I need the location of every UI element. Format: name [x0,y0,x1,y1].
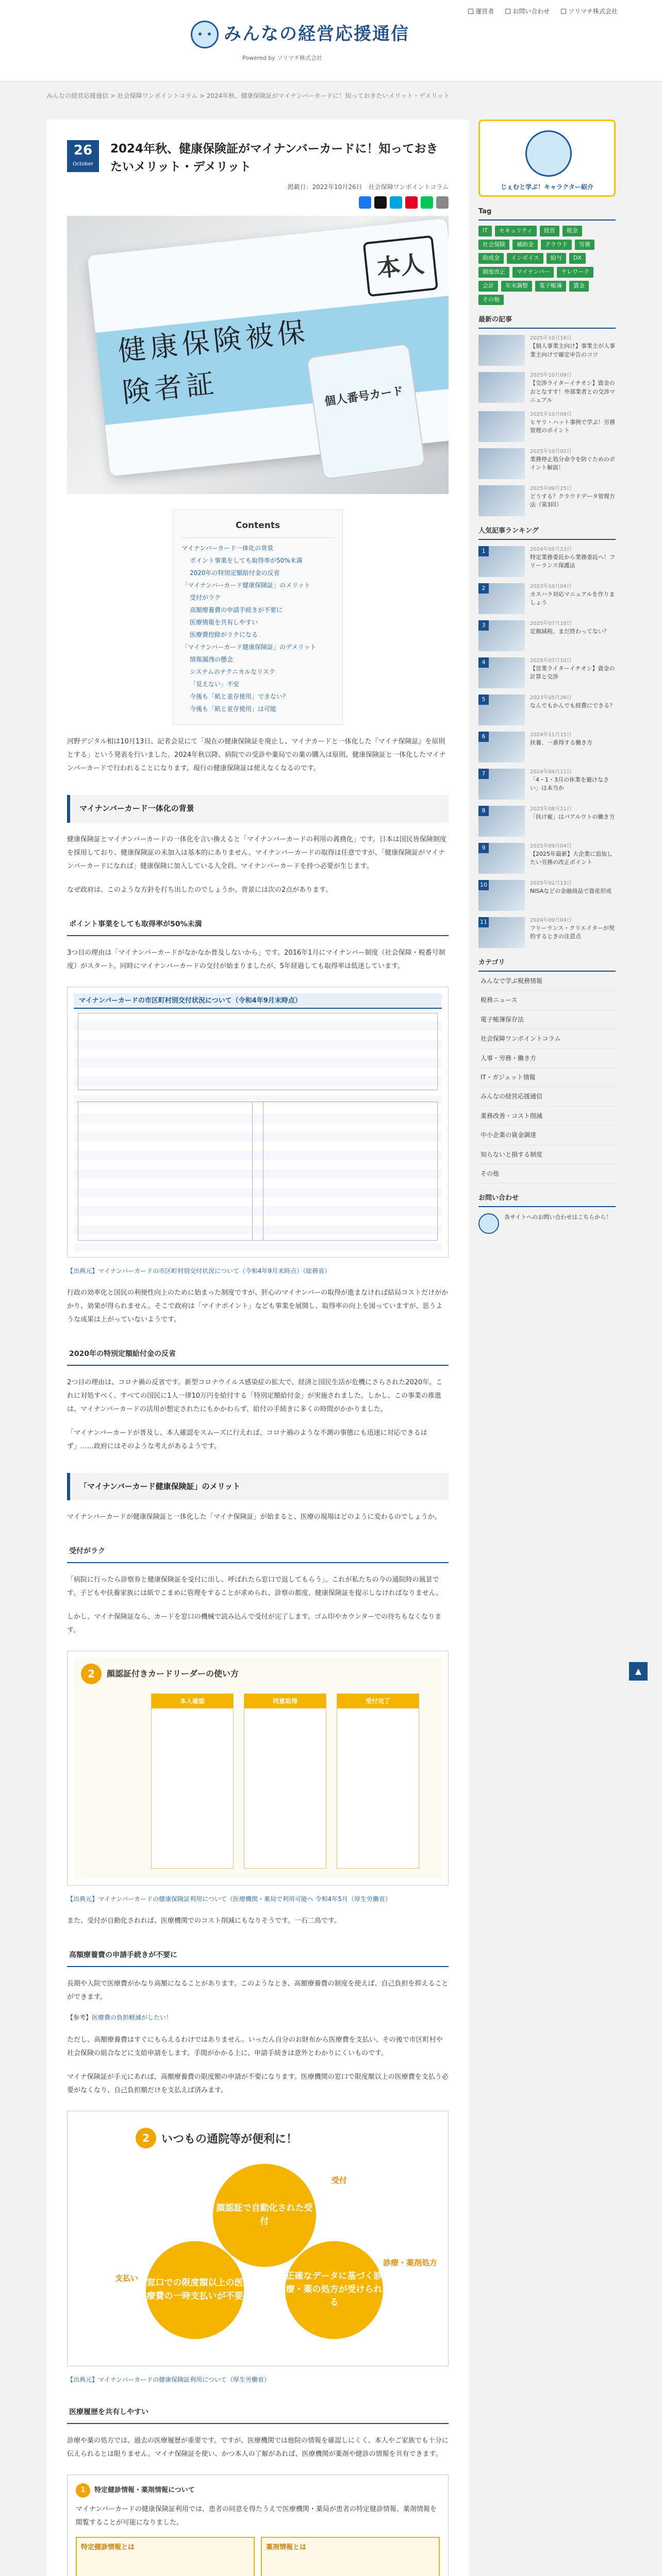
figure-number: 2 [81,1664,102,1684]
share-icon[interactable] [436,196,449,209]
page-top-button[interactable]: ▲ [629,1662,648,1681]
flow-step: 本人確認 [151,1693,234,1869]
hero-image [67,216,449,494]
right-bubble: 正確なデータに基づく診療・薬の処方が受けられる [285,2241,383,2339]
tag-chip[interactable]: IT [478,226,492,236]
paragraph: 健康保険証とマイナンバーカードの一体化を言い換えると「マイナンバーカードの利用の義務化」です。日本は国民皆保険制度を採用しており、健康保険証の未加入は基本的にありません。マイナンバーカードの取得は任意ですが、「健康保険証がマイナンバーカードになれば」健康保険に加入している人全員、マイナンバーカードを持つ必要が生じます。 [67,835,446,870]
post-thumbnail [478,411,525,442]
post-date: 2023年05月26日 [530,694,572,701]
convenience-figure [67,2111,449,2366]
paragraph: 診療や薬の処方では、過去の医療履歴が重要です。ですが、医療機関では他院の情報を確認しにくく、本人やご家族でも十分に伝えられるとは限りません。マイナ保険証を使い、かつ本人の了解があれば、医療機関が薬剤や健診の情報を共有できます。 [67,2436,449,2458]
post-title-link[interactable]: 【個人事業主向け】事業主が人事業主向けで確定申告のコツ [530,343,615,358]
summary-table [78,1013,438,1090]
tag-chip[interactable]: 電子帳簿 [535,281,566,292]
logo-text: みんなの経営応援通信 [224,24,409,44]
sidebar-post[interactable] [478,620,616,651]
intro-paragraph: 河野デジタル相は10月13日、記者会見にて「現在の健康保険証を廃止し、マイナカードと一体化した『マイナ保険証』を原則とする」という発表を行いました。2024年秋以降、病院での受診や薬局での薬の購入は原則、健康保険証と一体化したマイナンバーカードで行われることになります。現行の健康保険証は使えなくなるのです。 [67,738,446,773]
tag-chip[interactable]: 賃金 [569,281,589,292]
category-item[interactable]: 知らないと損する制度 [478,1145,616,1164]
paragraph: また、受付が自動化されれば、医療機関でのコスト削減にもなりそうです。一石二鳥です。 [67,1917,341,1925]
left-bubble: 窓口での限度額以上の医療費の一時支払いが不要 [146,2241,244,2339]
category-item[interactable]: 中小企業の資金調達 [478,1126,616,1145]
rank-badge: 3 [478,620,489,631]
post-title-link[interactable]: フリーランス・クリエイターが契約するときの注意点 [530,924,615,940]
source-link[interactable]: 【出典元】マイナンバーカードの市区町村別交付状況について（令和4年9月末時点）（総務省） [67,1267,331,1275]
rank-badge: 6 [478,732,489,742]
paragraph: マイナンバーカードが健康保険証と一体化した「マイナ保険証」が始まると、医療の現場はどのように変わるのでしょうか。 [67,1513,441,1521]
toc-item[interactable]: システムのテクニカルなリスク [190,668,275,676]
post-title-link[interactable]: 「4・1・3月の休業を避けなさい」は本当か [530,776,609,792]
mynumber-card-illustration: 個人番号カード [306,344,425,480]
info-text: マイナンバーカードの健康保険証利用では、患者の同意を得たうえで医療機関・薬局が患者の特定健診情報、薬剤情報を閲覧することが可能になりました。 [76,2505,437,2527]
card-reader-figure [67,1651,449,1886]
flow-step: 受付完了 [337,1693,419,1869]
tag-chip[interactable]: セキュリティ [495,226,537,236]
post-thumbnail [478,485,525,516]
post-thumbnail [478,372,525,403]
tag-chip[interactable]: 税金 [562,226,582,236]
hatena-icon[interactable] [390,196,402,209]
subsection-heading: 受付がラク [67,1541,449,1563]
post-title-link[interactable]: ヒヤリ・ハット事例で学ぶ！労務管理のポイント [530,418,615,434]
insurance-card-illustration: 健康保険被保険者証 本人 [87,218,449,477]
post-thumbnail [478,694,525,725]
post-thumbnail [478,880,525,911]
post-title-link[interactable]: 【営業ライターイチオシ】資金の計算と交渉 [530,665,615,681]
category-item[interactable]: 税務ニュース [478,991,616,1010]
sidebar-post[interactable] [478,657,616,688]
tag-chip[interactable]: テレワーク [557,267,593,278]
post-title-link[interactable]: カスハラ対応マニュアルを作りましょう [530,590,615,606]
post-title-link[interactable]: NISAなどの金融商品で資産形成 [530,887,612,894]
toc-item[interactable]: 2020年の特別定額給付金の反省 [190,569,280,577]
info-number: 1 [76,2483,90,2498]
toc-list [181,542,334,715]
post-date: 2023年10月04日 [530,583,572,589]
label-treatment: 診療・薬剤処方 [383,2258,438,2267]
tag-chip[interactable]: 労務 [575,240,594,250]
tag-chip[interactable]: 助成金 [478,253,504,264]
toc-item[interactable]: 受付がラク [190,594,221,602]
contact-heading: お問い合わせ [478,1193,616,1207]
paragraph: 行政の効率化と国民の利便性向上のために始まった制度ですが、肝心のマイナンバーの取得が進まなければ結局コストだけがかかり、効果が得られません。そこで政府は「マイナポイント」なども事業を展開し、取得率の向上を図っていますが、思うような成果は上がっていないようです。 [67,1289,449,1324]
paragraph: 長期や入院で医療費がかなり高額になることがあります。このようなとき、高額療養費の制度を使えば、自己負担を抑えることができます。 [67,1980,449,2002]
rank-badge: 1 [478,546,489,556]
toc-item[interactable]: 「マイナンバーカード健康保険証」のデメリット [181,643,317,651]
sidebar-post[interactable] [478,732,616,762]
top-link-contact[interactable]: お問い合わせ [505,6,550,16]
post-meta: 掲載日：2022年10月26日 社会保障ワンポイントコラム [287,183,449,191]
building-icon [561,9,566,14]
sidebar-post[interactable] [478,448,616,479]
ranking-table [252,1101,438,1241]
sidebar-post[interactable] [478,769,616,800]
figure-number: 2 [136,2128,156,2148]
post-thumbnail [478,732,525,762]
category-item[interactable]: 社会保障ワンポイントコラム [478,1029,616,1048]
post-date: 2025年10月16日 [530,335,572,342]
tag-chip[interactable]: 年末調整 [501,281,532,292]
post-date: 2025年02月13日 [530,880,572,886]
center-bubble: 顔認証で自動化された受付 [213,2164,316,2267]
section-heading: 「マイナンバーカード健康保険証」のメリット [67,1473,449,1501]
post-date: 2024年04月11日 [530,769,572,775]
post-date: 2024年09月04日 [530,917,572,923]
latest-heading: 最新の記事 [478,314,616,329]
post-date: 2025年08月21日 [530,806,572,812]
sidebar-post[interactable] [478,372,616,405]
user-icon [468,9,473,14]
post-thumbnail [478,448,525,479]
post-date: 2024年11月15日 [530,732,572,738]
toc-item[interactable]: 「見えない」不安 [190,681,240,688]
post-thumbnail [478,583,525,614]
post-title-link[interactable]: 扶養、一番得する働き方 [530,739,592,746]
tag-chip[interactable]: 経営 [540,226,559,236]
share-buttons [67,196,449,209]
toc-item[interactable]: 今後も「紙と並存使用」できない？ [190,693,289,701]
rank-badge: 4 [478,657,489,668]
x-icon[interactable] [374,196,387,209]
post-title-link[interactable]: なんでもかんでも経費にできる？ [530,702,615,709]
figure-title: いつもの通院等が便利に！ [161,2132,298,2146]
top-link-operator[interactable]: 運営者 [468,6,494,16]
mascot-icon [191,21,219,48]
post-title-link[interactable]: 【交渉ライターイチオシ】資金のおとなすす！外部業者との交渉マニュアル [530,380,616,404]
category-item[interactable]: 業務改善・コスト削減 [478,1107,616,1126]
paragraph: 2つ目の理由は、コロナ禍の反省です。新型コロナウイルス感染症の拡大で、経済と国民生活が危機にさらされた2020年。これに対処すべく、すべての国民に1人一律10万円を給付する「特別定額給付金」が実施されました。しかし、この事業の推進は、マイナンバーカードの活用が想定されたにもかかわらず、給付の手続きに多くの時間がかかりました。 [67,1378,443,1413]
tag-cloud [478,226,616,305]
category-item[interactable]: IT・ガジェット情報 [478,1068,616,1087]
post-date: 2024年05月23日 [530,546,572,552]
post-date: 2025年07月10日 [530,620,572,626]
subsection-heading: ポイント事業をしても取得率が50%未満 [67,914,449,936]
sidebar-post[interactable] [478,880,616,911]
subsection-heading: 2020年の特別定額給付金の反省 [67,1344,449,1366]
label-reception: 受付 [332,2175,347,2185]
logo-sub: Powered by ソリマチ株式会社 [242,55,323,61]
post-thumbnail [478,546,525,577]
toc-item[interactable]: 医療費控除がラクになる [190,631,258,639]
mascot-icon [525,130,572,177]
post-thumbnail [478,657,525,688]
top-links [468,6,618,16]
info-title: 特定健診情報・薬剤情報について [94,2486,195,2494]
paragraph: ただし、高額療養費はすぐにもらえるわけではありません。いったん自分のお財布から医療費を支払い、その後で市区町村や社会保険の組合などに支給申請をします。手間がかかる上に、申請手続きは意外とわかりにくいものです。 [67,2036,443,2057]
info-panel: 薬剤情報とは [261,2537,440,2576]
post-date: 2025年09月04日 [530,843,572,849]
sidebar-post[interactable] [478,694,616,725]
sidebar-post[interactable] [478,335,616,366]
sidebar-post[interactable] [478,806,616,837]
mail-icon [505,9,510,14]
post-thumbnail [478,843,525,874]
category-item[interactable]: みんなで学ぶ税務情報 [478,972,616,991]
breadcrumb[interactable]: みんなの経営応援通信 > 社会保障ワンポイントコラム > 2024年秋、健康保険証がマイナンバーカードに！知っておきたいメリット・デメリット [46,92,450,99]
post-title-link[interactable]: どうする？クラウドデータ管理方法（第3回） [530,493,615,509]
post-thumbnail [478,806,525,837]
paragraph: マイナ保険証が手元にあれば、高額療養費の限度額の申請が不要になります。医療機関の窓口で限度額以上の医療費を支払う必要がなくなり、自己負担額だけを支払えば済みます。 [67,2073,449,2094]
tag-chip[interactable]: 制度改正 [478,267,509,278]
toc-item[interactable]: マイナンバーカード一体化の背景 [181,545,274,552]
toc-item[interactable]: 医療情報を共有しやすい [190,619,258,626]
paragraph: 3つ目の理由は「マイナンバーカードがなかなか普及しないから」です。2016年1月にマイナンバー制度（社会保障・税番号制度）がスタート。同時にマイナンバーカードの交付が始まりましたが、5年経過しても取得率は低迷しています。 [67,948,445,970]
post-thumbnail [478,620,525,651]
site-logo[interactable] [191,20,409,49]
post-title-link[interactable]: 「扶け雇」はパアルウトの働き方 [530,813,615,820]
post-thumbnail [478,769,525,800]
subsection-heading: 高額療養費の申請手続きが不要に [67,1945,449,1967]
toc-item[interactable]: 情報漏洩の懸念 [190,656,234,664]
rank-badge: 11 [478,917,489,927]
tag-chip[interactable]: マイナンバー [512,267,554,278]
label-payment: 支払い [115,2273,139,2283]
facebook-icon[interactable] [359,196,371,209]
toc-item[interactable]: 「マイナンバーカード健康保険証」のメリット [181,582,310,589]
post-date: 2025年10月02日 [530,448,572,454]
character-banner[interactable]: じぇむと学ぶ！キャラクター紹介 [478,120,616,197]
ranking-posts [478,546,616,948]
tag-chip[interactable]: クラウド [541,240,572,250]
paragraph: 「マイナンバーカードが普及し、本人確認をスムーズに行えれば、コロナ禍のような不測の事態にも迅速に対応できるはず」……政府にはそのような考えがあるようです。 [67,1429,427,1450]
post-date: 2025年09月25日 [530,485,572,492]
toc-item[interactable]: ポイント事業をしても取得率が50%未満 [190,557,303,565]
reference-link[interactable]: 【参考】医療費の負担軽減がしたい！ [67,2014,173,2022]
post-title-link[interactable]: 特定業務委託から業務委託へ！フリーランス保護法 [530,553,615,569]
category-list [478,972,616,1183]
sidebar-post[interactable] [478,411,616,442]
category-heading: カテゴリ [478,957,616,972]
issuance-table-figure [67,987,449,1258]
section-heading: マイナンバーカード一体化の背景 [67,795,449,823]
tag-heading: Tag [478,206,616,221]
sidebar-post[interactable] [478,583,616,614]
rank-badge: 7 [478,769,489,779]
ranking-heading: 人気記事ランキング [478,526,616,540]
source-link[interactable]: 【出典元】マイナンバーカードの健康保険証利用について（医療機関・薬局で利用可能へ 令和4年5月（厚生労働省） [67,1895,391,1903]
tag-chip[interactable]: 補助金 [512,240,538,250]
tag-chip[interactable]: DX [569,253,586,264]
rank-badge: 8 [478,806,489,816]
rank-badge: 10 [478,880,489,890]
tag-chip[interactable]: 会計 [478,281,498,292]
tag-chip[interactable]: インボイス [507,253,543,264]
sidebar-post[interactable] [478,546,616,577]
info-panel: 特定健診情報とは [76,2537,255,2576]
post-date-badge: 26 October [67,140,99,172]
category-item[interactable]: 電子帳簿保存法 [478,1010,616,1029]
rank-badge: 5 [478,694,489,705]
post-title: 2024年秋、健康保険証がマイナンバーカードに！知っておきたいメリット・デメリット [110,142,438,174]
rank-badge: 2 [478,583,489,594]
sidebar-post[interactable] [478,843,616,874]
prefecture-table [78,1101,263,1241]
post-date: 2025年07月10日 [530,657,572,664]
tag-chip[interactable]: 社会保険 [478,240,509,250]
site-header [0,0,662,81]
article [46,120,469,2576]
figure-title: マイナンバーカードの市区町村別交付状況について（令和4年9月末時点） [74,993,442,1009]
category-item[interactable]: 人事・労務・働き方 [478,1049,616,1068]
post-date: 2025年10月09日 [530,372,572,379]
latest-posts [478,335,616,516]
tag-chip[interactable]: その他 [478,295,504,306]
toc-item[interactable]: 高額療養費の申請手続きが不要に [190,606,283,614]
post-title-link[interactable]: 業務停止処分命令を防ぐためのポイント解説！ [530,455,615,471]
sidebar-post[interactable] [478,485,616,516]
paragraph: なぜ政府は、このような方針を打ち出したのでしょうか。背景には次の2点があります。 [67,886,333,894]
post-thumbnail [478,917,525,948]
category-item[interactable]: その他 [478,1164,616,1183]
sidebar-post[interactable] [478,917,616,948]
table-of-contents [173,510,343,725]
toc-item[interactable]: 今後も「紙と並存使用」は可能 [190,705,277,713]
source-link[interactable]: 【出典元】マイナンバーカードの健康保険証利用について（厚生労働省） [67,2376,270,2383]
toc-title: Contents [181,518,334,538]
subsection-heading: 医療履歴を共有しやすい [67,2402,449,2424]
tag-chip[interactable]: 給与 [547,253,566,264]
post-title-link[interactable]: 【2025年最新】大企業に追加したい労務の改正ポイント [530,850,613,866]
post-title-link[interactable]: 定額減税、まだ終わってない？ [530,628,609,635]
post-date: 2025年10月09日 [530,411,572,417]
sidebar [478,120,616,1234]
category-item[interactable]: みんなの経営応援通信 [478,1087,616,1106]
contact-widget[interactable]: 各サイトへのお問い合わせはこちらから！ [478,1213,616,1234]
post-thumbnail [478,335,525,366]
figure-title: 顔認証付きカードリーダーの使い方 [107,1669,239,1679]
paragraph: 「病院に行ったら診察券と健康保険証を受付に出し、呼ばれたら窓口で返してもらう」。これが私たちの今の通院時の風景です。子どもや扶養家族には紙でこまめに管理をすることが求められ、診察の都度、健康保険証を提示しなければなりません。 [67,1576,443,1598]
top-link-company[interactable]: ソリマチ株式会社 [561,6,618,16]
info-box [67,2475,449,2576]
flow-step: 同意取得 [244,1693,326,1869]
paragraph: しかし、マイナ保険証なら、カードを窓口の機械で読み込んで受付が完了します。ゴム印やカウンターでの待ちもなくなります。 [67,1613,442,1635]
pocket-icon[interactable] [405,196,418,209]
line-icon[interactable] [421,196,433,209]
rank-badge: 9 [478,843,489,853]
mascot-icon [478,1213,499,1234]
